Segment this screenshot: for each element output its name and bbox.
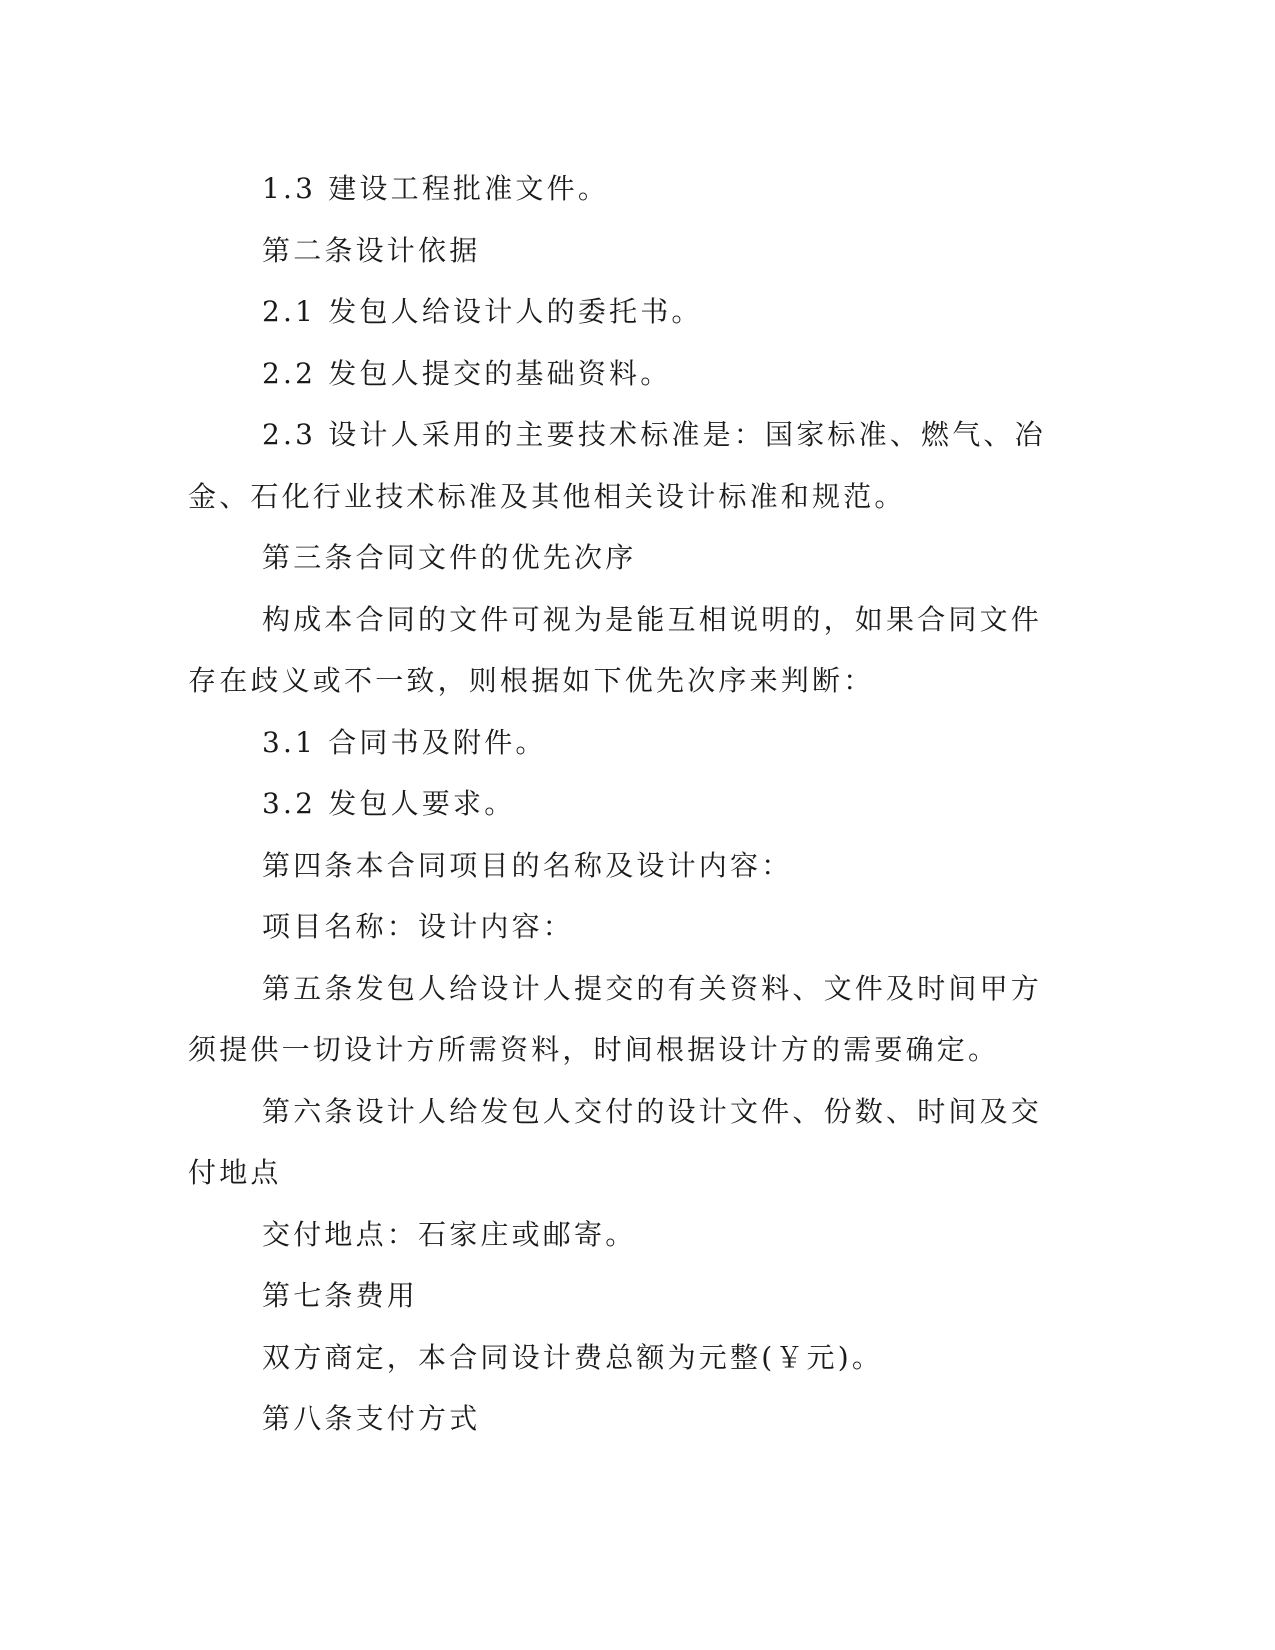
- paragraph-3-2: 3.2 发包人要求。: [262, 787, 516, 820]
- heading-article-2: 第二条设计依据: [262, 233, 481, 267]
- paragraph-fee: 双方商定，本合同设计费总额为元整(￥元)。: [262, 1340, 884, 1374]
- paragraph-2-2: 2.2 发包人提交的基础资料。: [262, 356, 672, 390]
- paragraph-delivery-location: 交付地点：石家庄或邮寄。: [262, 1217, 637, 1251]
- heading-article-7: 第七条费用: [262, 1279, 419, 1312]
- heading-article-3: 第三条合同文件的优先次序: [262, 541, 637, 574]
- paragraph-1-3: 1.3 建设工程批准文件。: [262, 172, 610, 205]
- paragraph-2-3: 2.3 设计人采用的主要技术标准是：国家标准、燃气、冶金、石化行业技术标准及其他相关设计标准和规范。: [188, 418, 1046, 513]
- heading-article-8: 第八条支付方式: [262, 1402, 481, 1435]
- paragraph-2-1: 2.1 发包人给设计人的委托书。: [262, 295, 703, 328]
- paragraph-article-3-intro: 构成本合同的文件可视为是能互相说明的，如果合同文件存在歧义或不一致，则根据如下优先次序来判断：: [188, 602, 1043, 697]
- heading-article-6: 第六条设计人给发包人交付的设计文件、份数、时间及交付地点: [188, 1094, 1043, 1189]
- paragraph-article-5: 第五条发包人给设计人提交的有关资料、文件及时间甲方须提供一切设计方所需资料，时间根据设计方的需要确定。: [188, 971, 1043, 1066]
- paragraph-project-name: 项目名称：设计内容：: [262, 910, 575, 943]
- paragraph-3-1: 3.1 合同书及附件。: [262, 725, 547, 759]
- heading-article-4: 第四条本合同项目的名称及设计内容：: [262, 848, 793, 882]
- document-body: [188, 158, 1073, 1450]
